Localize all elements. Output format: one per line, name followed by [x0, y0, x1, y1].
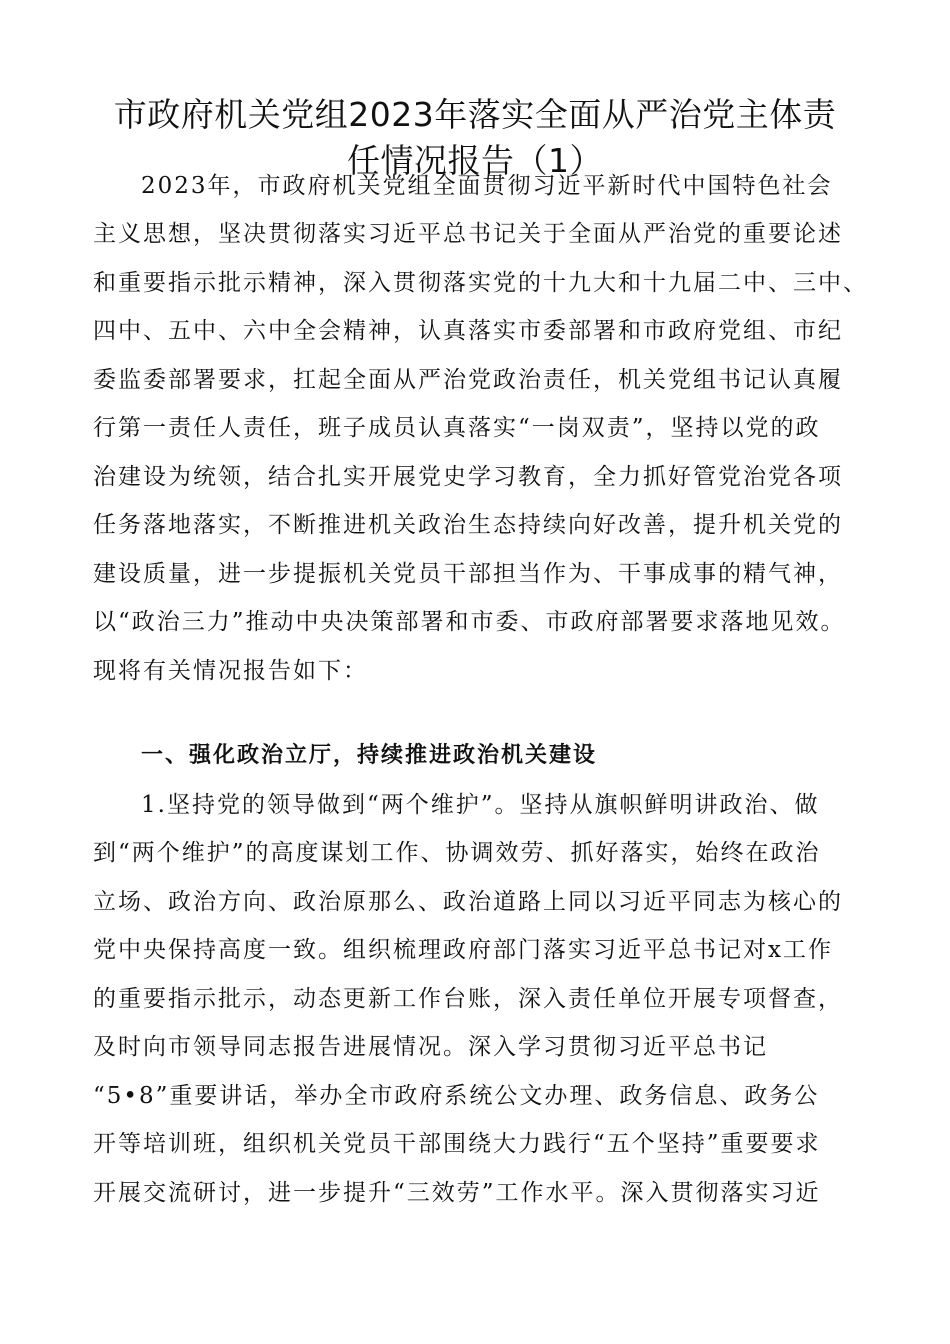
body-line: 1.坚持党的领导做到“两个维护”。坚持从旗帜鲜明讲政治、做	[141, 792, 820, 818]
body-line: 立场、政治方向、政治原那么、政治道路上同以习近平同志为核心的	[93, 889, 843, 915]
body-line: 及时向市领导同志报告进展情况。深入学习贯彻习近平总书记	[93, 1034, 768, 1060]
section-heading: 一、强化政治立厅，持续推进政治机关建设	[141, 743, 598, 768]
title-line-1: 市政府机关党组2023年落实全面从严治党主体责	[113, 95, 837, 134]
body-line: 行第一责任人责任，班子成员认真落实“一岗双责”，坚持以党的政	[93, 415, 821, 441]
title-line-2: 任情况报告（1）	[347, 141, 603, 180]
body-line: 任务落地落实，不断推进机关政治生态持续向好改善，提升机关党的	[93, 512, 843, 538]
body-line: 以“政治三力”推动中央决策部署和市委、市政府部署要求落地见效。	[93, 609, 846, 635]
body-line: 治建设为统领，结合扎实开展党史学习教育，全力抓好管党治党各项	[93, 464, 843, 490]
body-line: 的重要指示批示，动态更新工作台账，深入责任单位开展专项督查，	[93, 986, 843, 1012]
body-line: 党中央保持高度一致。组织梳理政府部门落实习近平总书记对x工作	[93, 937, 833, 963]
body-line: 2023年，市政府机关党组全面贯彻习近平新时代中国特色社会	[141, 173, 833, 199]
body-line: 委监委部署要求，扛起全面从严治党政治责任，机关党组书记认真履	[93, 367, 843, 393]
body-line: 建设质量，进一步提振机关党员干部担当作为、干事成事的精气神，	[93, 561, 843, 587]
body-line: 开等培训班，组织机关党员干部围绕大力践行“五个坚持”重要要求	[93, 1131, 821, 1157]
body-line: 和重要指示批示精神，深入贯彻落实党的十九大和十九届二中、三中、	[93, 270, 868, 296]
body-line: 现将有关情况报告如下：	[93, 658, 368, 684]
body-line: 到“两个维护”的高度谋划工作、协调效劳、抓好落实，始终在政治	[93, 840, 821, 866]
body-line: 四中、五中、六中全会精神，认真落实市委部署和市政府党组、市纪	[93, 318, 843, 344]
body-line: “5•8”重要讲话，举办全市政府系统公文办理、政务信息、政务公	[93, 1083, 820, 1109]
body-line: 主义思想，坚决贯彻落实习近平总书记关于全面从严治党的重要论述	[93, 221, 843, 247]
body-line: 开展交流研讨，进一步提升“三效劳”工作水平。深入贯彻落实习近	[93, 1180, 821, 1206]
